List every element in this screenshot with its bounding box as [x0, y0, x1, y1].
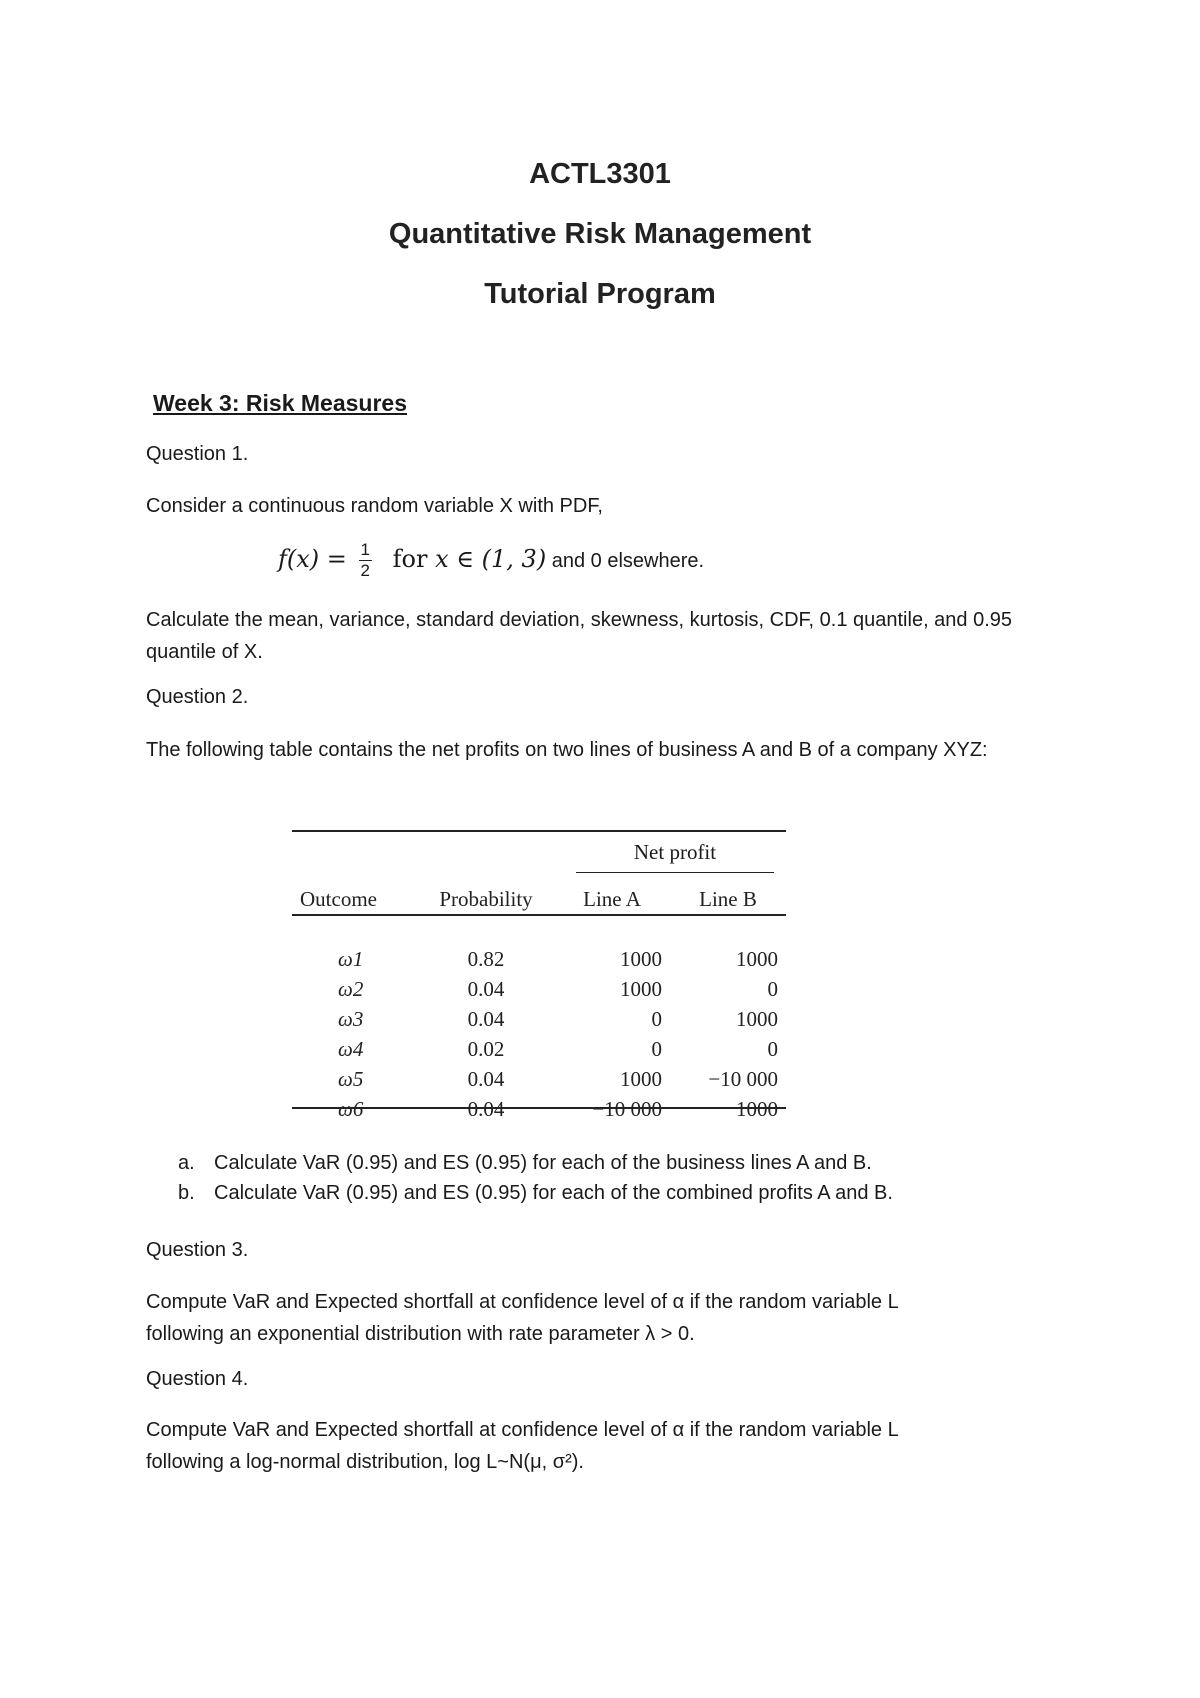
table-row	[292, 1004, 786, 1034]
header-probability: Probability	[439, 886, 533, 911]
formula-tail: and 0 elsewhere.	[546, 549, 705, 572]
question-3-line-1: Compute VaR and Expected shortfall at confidence level of α if the random variable L	[146, 1291, 899, 1313]
line-a-cell: 1000	[620, 946, 662, 971]
table-row	[292, 1094, 786, 1124]
question-2-part-a	[178, 1152, 872, 1175]
question-2-part-b	[178, 1182, 893, 1205]
table-row	[292, 1034, 786, 1064]
fraction-denominator: 2	[360, 561, 370, 580]
line-b-cell: 0	[767, 976, 778, 1001]
table-row	[292, 1064, 786, 1094]
question-1-intro: Consider a continuous random variable X with PDF,	[146, 495, 603, 517]
week-heading: Week 3: Risk Measures	[153, 390, 407, 416]
line-b-cell: 1000	[736, 946, 778, 971]
question-4-line-1: Compute VaR and Expected shortfall at confidence level of α if the random variable L	[146, 1419, 899, 1441]
header-outcome: Outcome	[300, 886, 377, 911]
line-a-cell: 0	[651, 1036, 662, 1061]
question-3-line-2: following an exponential distribution with rate parameter λ > 0.	[146, 1323, 695, 1345]
outcome-cell: ω4	[338, 1036, 364, 1061]
table-row	[292, 944, 786, 974]
question-2-intro: The following table contains the net profits on two lines of business A and B of a company XYZ:	[146, 739, 988, 761]
header-line-b: Line B	[699, 886, 757, 911]
line-b-cell: 1000	[736, 1096, 778, 1121]
program-title: Tutorial Program	[484, 278, 716, 310]
net-profit-table	[292, 822, 786, 1124]
probability-cell: 0.02	[467, 1036, 505, 1061]
outcome-cell: ω1	[338, 946, 364, 971]
question-1-label: Question 1.	[146, 443, 249, 465]
formula-condition: x ∈ (1, 3)	[435, 544, 547, 573]
outcome-cell: ω6	[338, 1096, 364, 1121]
outcome-cell: ω5	[338, 1066, 364, 1091]
part-marker: a.	[178, 1152, 195, 1174]
header-line-a: Line A	[583, 886, 641, 911]
table-spacer-row	[292, 822, 786, 884]
table-header-row	[292, 884, 786, 914]
probability-cell: 0.04	[467, 1096, 505, 1121]
formula-lhs: f(x) =	[278, 544, 355, 573]
fraction-numerator: 1	[360, 540, 370, 559]
table-row	[292, 974, 786, 1004]
probability-cell: 0.04	[467, 1006, 505, 1031]
outcome-cell: ω3	[338, 1006, 364, 1031]
line-a-cell: 1000	[620, 1066, 662, 1091]
question-1-task: Calculate the mean, variance, standard deviation, skewness, kurtosis, CDF, 0.1 quantile, and 0.95 quantile of X.	[146, 609, 1013, 663]
course-name: Quantitative Risk Management	[388, 218, 812, 250]
course-code: ACTL3301	[529, 158, 671, 190]
probability-cell: 0.04	[467, 1066, 505, 1091]
formula-fraction	[359, 540, 372, 581]
line-b-cell: 1000	[736, 1006, 778, 1031]
part-text: Calculate VaR (0.95) and ES (0.95) for each of the combined profits A and B.	[214, 1182, 893, 1204]
line-a-cell: 0	[651, 1006, 662, 1031]
pdf-formula	[278, 540, 704, 581]
part-text: Calculate VaR (0.95) and ES (0.95) for each of the business lines A and B.	[214, 1152, 872, 1174]
question-4-label: Question 4.	[146, 1368, 249, 1390]
outcome-cell: ω2	[338, 976, 364, 1001]
table-gap-row	[292, 914, 786, 944]
line-a-cell: −10 000	[592, 1096, 662, 1121]
part-marker: b.	[178, 1182, 195, 1204]
line-a-cell: 1000	[620, 976, 662, 1001]
probability-cell: 0.82	[467, 946, 505, 971]
formula-for: for	[392, 544, 436, 573]
probability-cell: 0.04	[467, 976, 505, 1001]
net-profit-header: Net profit	[633, 840, 717, 864]
line-b-cell: −10 000	[708, 1066, 778, 1091]
line-b-cell: 0	[767, 1036, 778, 1061]
question-3-label: Question 3.	[146, 1239, 249, 1261]
question-2-label: Question 2.	[146, 686, 249, 708]
question-4-line-2: following a log-normal distribution, log L~N(μ, σ²).	[146, 1451, 584, 1473]
